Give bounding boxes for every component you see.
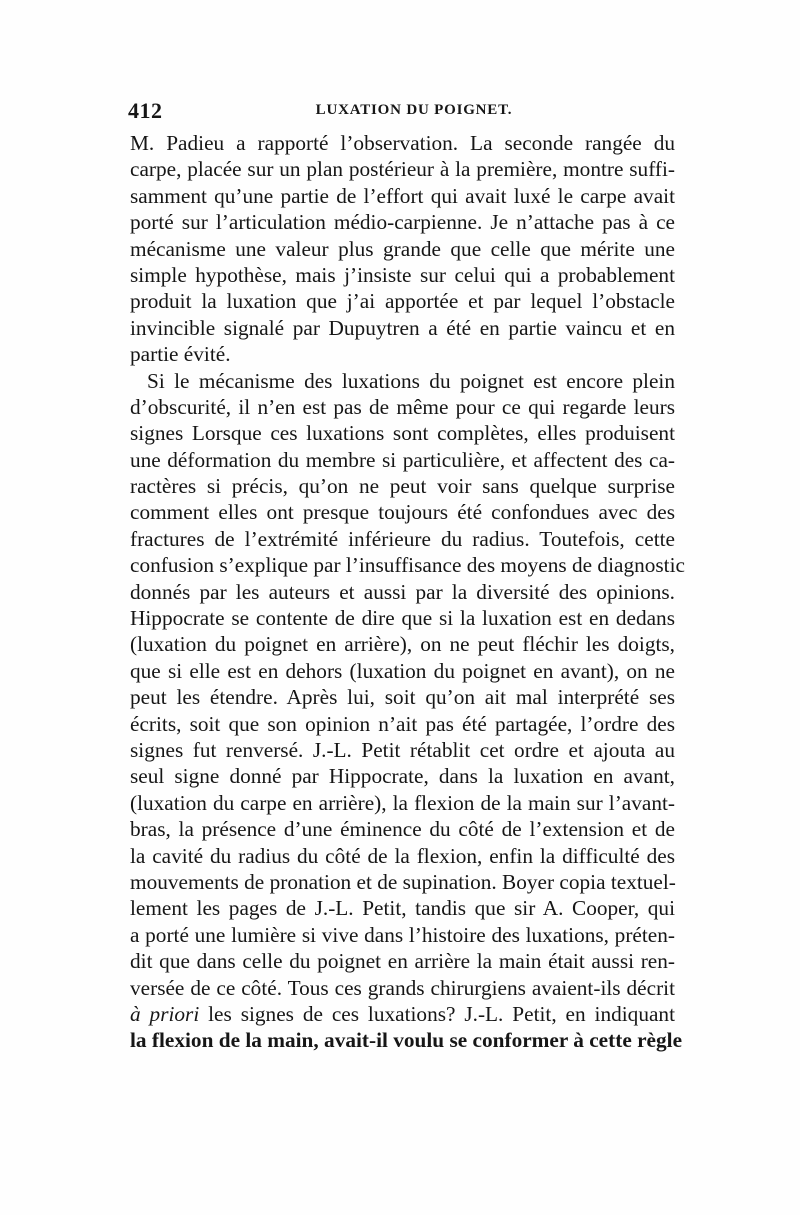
text-line: carpe, placée sur un plan postérieur à la première, montre suffi- <box>130 157 675 182</box>
running-title: LUXATION DU POIGNET. <box>315 102 513 118</box>
text-line: dit que dans celle du poignet en arrière la main était aussi ren- <box>130 949 675 974</box>
text-line: écrits, soit que son opinion n’ait pas été partagée, l’ordre des <box>130 711 675 736</box>
text-line: porté sur l’articulation médio-carpienne. Je n’attache pas à ce <box>130 210 675 235</box>
text-line: bras, la présence d’une éminence du côté de l’extension et de <box>130 817 675 842</box>
text-line: a porté une lumière si vive dans l’histoire des luxations, préten- <box>130 922 675 947</box>
text-line: d’obscurité, il n’en est pas de même pour ce qui regarde leurs <box>130 394 675 419</box>
text-line: invincible signalé par Dupuytren a été en partie vaincu et en <box>130 315 675 340</box>
italic-phrase: à priori <box>130 1001 200 1026</box>
text-line <box>130 1001 675 1027</box>
text-span: les signes de ces luxations? J.-L. Petit, en indiquant <box>199 1001 675 1026</box>
text-line: simple hypothèse, mais j’insiste sur celui qui a probablement <box>130 262 675 287</box>
text-line: ractères si précis, qu’on ne peut voir sans quelque surprise <box>130 474 675 499</box>
text-line: Hippocrate se contente de dire que si la luxation est en dedans <box>130 606 675 631</box>
text-line: samment qu’une partie de l’effort qui avait luxé le carpe avait <box>130 183 675 208</box>
text-line: seul signe donné par Hippocrate, dans la luxation en avant, <box>130 764 675 789</box>
text-line: versée de ce côté. Tous ces grands chirurgiens avaient-ils décrit <box>130 975 675 1000</box>
text-line: signes fut renversé. J.-L. Petit rétablit cet ordre et ajouta au <box>130 737 675 762</box>
text-line: (luxation du carpe en arrière), la flexion de la main sur l’avant- <box>130 790 675 815</box>
text-line: la cavité du radius du côté de la flexion, enfin la difficulté des <box>130 843 675 868</box>
text-line: fractures de l’extrémité inférieure du radius. Toutefois, cette <box>130 526 675 551</box>
text-line: que si elle est en dehors (luxation du poignet en avant), on ne <box>130 658 675 683</box>
text-line: Si le mécanisme des luxations du poignet est encore plein <box>147 368 675 393</box>
text-line: la flexion de la main, avait-il voulu se conformer à cette règle <box>130 1028 683 1053</box>
text-line: mécanisme une valeur plus grande que celle que mérite une <box>130 236 675 261</box>
text-line: (luxation du poignet en arrière), on ne peut fléchir les doigts, <box>130 632 675 657</box>
text-line: confusion s’explique par l’insuffisance des moyens de diagnostic <box>130 553 685 578</box>
text-line: lement les pages de J.-L. Petit, tandis que sir A. Cooper, qui <box>130 896 675 921</box>
text-line: donnés par les auteurs et aussi par la diversité des opinions. <box>130 579 675 604</box>
page-number: 412 <box>128 98 163 123</box>
text-line: M. Padieu a rapporté l’observation. La seconde rangée du <box>130 131 675 155</box>
text-line: une déformation du membre si particulière, et affectent des ca- <box>130 447 675 472</box>
page-body <box>130 130 685 1054</box>
page-header <box>128 98 676 126</box>
text-line: peut les étendre. Après lui, soit qu’on ait mal interprété ses <box>130 685 675 710</box>
text-line: mouvements de pronation et de supination. Boyer copia textuel- <box>130 869 676 894</box>
text-line: comment elles ont presque toujours été confondues avec des <box>130 500 675 525</box>
text-line: partie évité. <box>130 342 231 367</box>
text-line: produit la luxation que j’ai apportée et par lequel l’obstacle <box>130 289 675 314</box>
text-line: signes Lorsque ces luxations sont complètes, elles produisent <box>130 421 675 446</box>
